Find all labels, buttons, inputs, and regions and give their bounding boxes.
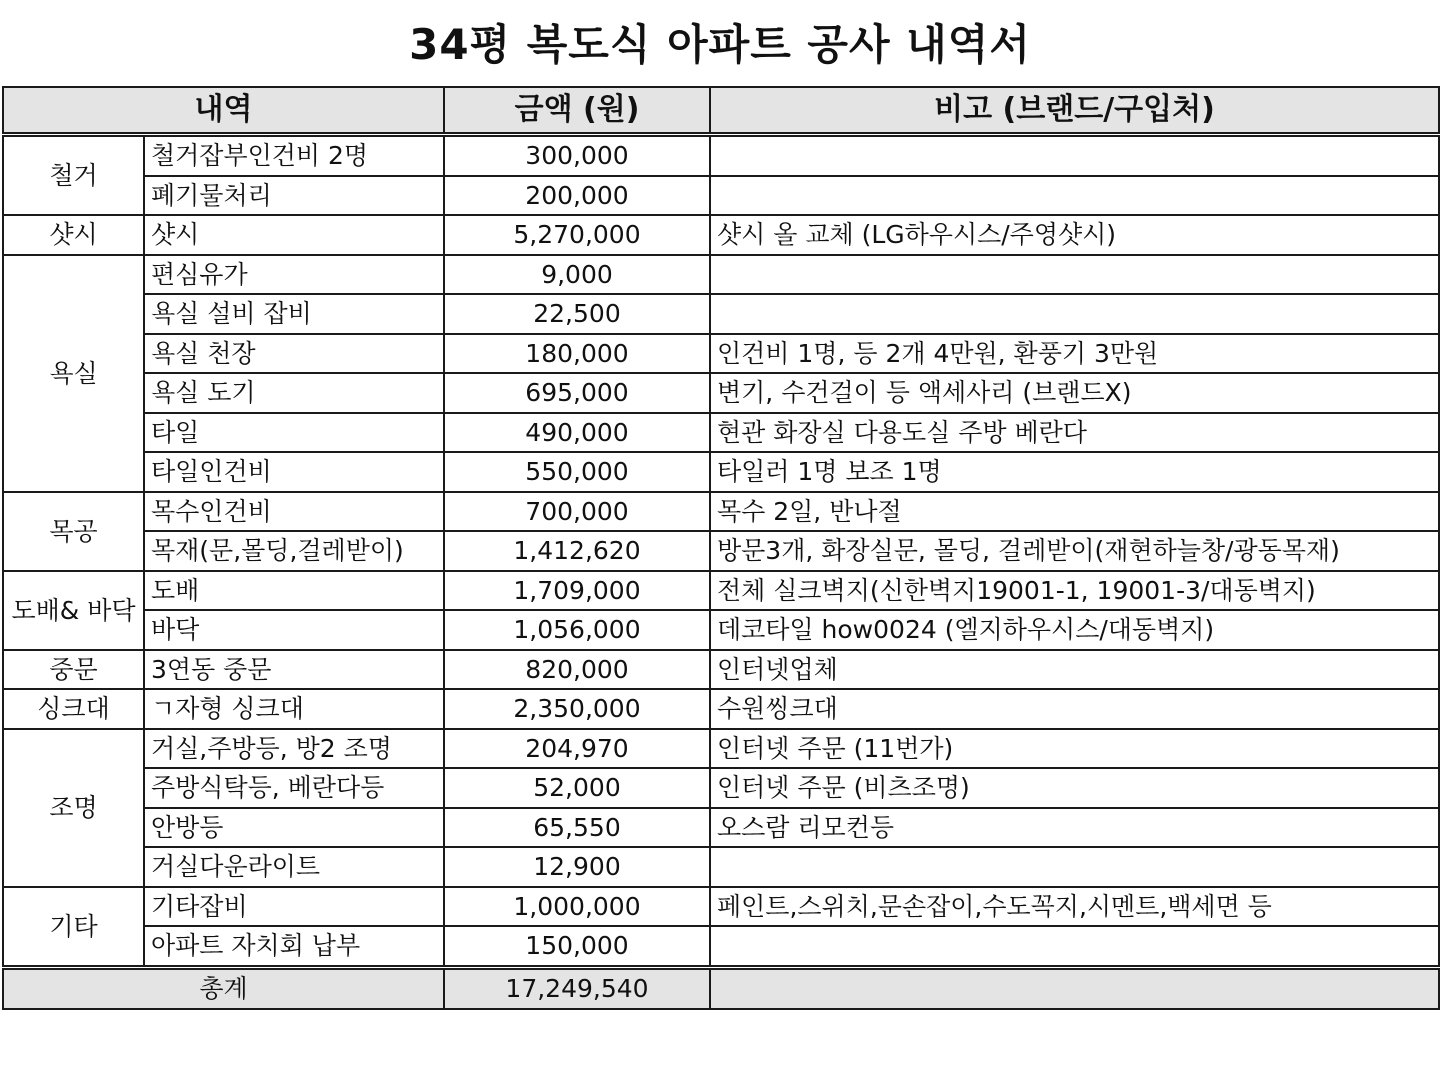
amount-cell: 65,550 — [444, 808, 710, 848]
note-cell: 인터넷 주문 (비츠조명) — [710, 768, 1439, 808]
item-cell: 샷시 — [144, 215, 444, 255]
table-row — [3, 373, 1439, 413]
item-cell: 거실다운라이트 — [144, 847, 444, 887]
table-row — [3, 176, 1439, 216]
item-cell: 욕실 설비 잡비 — [144, 294, 444, 334]
amount-cell: 204,970 — [444, 729, 710, 769]
item-cell: 아파트 자치회 납부 — [144, 926, 444, 967]
category-cell: 욕실 — [3, 255, 144, 492]
amount-cell: 200,000 — [444, 176, 710, 216]
table-row — [3, 847, 1439, 887]
note-cell: 인터넷 주문 (11번가) — [710, 729, 1439, 769]
amount-cell: 22,500 — [444, 294, 710, 334]
item-cell: 기타잡비 — [144, 887, 444, 927]
note-cell — [710, 926, 1439, 967]
cost-table — [2, 86, 1440, 1010]
amount-cell: 700,000 — [444, 492, 710, 532]
note-cell — [710, 135, 1439, 176]
table-body — [3, 135, 1439, 968]
table-row — [3, 571, 1439, 611]
table-row — [3, 413, 1439, 453]
table-row — [3, 135, 1439, 176]
note-cell: 타일러 1명 보조 1명 — [710, 452, 1439, 492]
amount-cell: 150,000 — [444, 926, 710, 967]
total-row — [3, 967, 1439, 1009]
item-cell: 안방등 — [144, 808, 444, 848]
note-cell — [710, 847, 1439, 887]
amount-cell: 300,000 — [444, 135, 710, 176]
table-row — [3, 768, 1439, 808]
note-cell: 페인트,스위치,문손잡이,수도꼭지,시멘트,백세면 등 — [710, 887, 1439, 927]
category-cell: 목공 — [3, 492, 144, 571]
item-cell: 편심유가 — [144, 255, 444, 295]
note-cell: 방문3개, 화장실문, 몰딩, 걸레받이(재현하늘창/광동목재) — [710, 531, 1439, 571]
note-cell: 변기, 수건걸이 등 액세사리 (브랜드X) — [710, 373, 1439, 413]
category-cell: 철거 — [3, 135, 144, 216]
table-row — [3, 887, 1439, 927]
total-note — [710, 967, 1439, 1009]
category-cell: 중문 — [3, 650, 144, 690]
item-cell: 목수인건비 — [144, 492, 444, 532]
amount-cell: 550,000 — [444, 452, 710, 492]
category-cell: 기타 — [3, 887, 144, 968]
category-cell: 싱크대 — [3, 689, 144, 729]
note-cell: 인건비 1명, 등 2개 4만원, 환풍기 3만원 — [710, 334, 1439, 374]
amount-cell: 695,000 — [444, 373, 710, 413]
item-cell: 욕실 도기 — [144, 373, 444, 413]
table-row — [3, 531, 1439, 571]
item-cell: 거실,주방등, 방2 조명 — [144, 729, 444, 769]
table-row — [3, 689, 1439, 729]
item-cell: 타일인건비 — [144, 452, 444, 492]
total-label: 총계 — [3, 967, 444, 1009]
table-row — [3, 255, 1439, 295]
amount-cell: 820,000 — [444, 650, 710, 690]
item-cell: 바닥 — [144, 610, 444, 650]
item-cell: 타일 — [144, 413, 444, 453]
note-cell: 전체 실크벽지(신한벽지19001-1, 19001-3/대동벽지) — [710, 571, 1439, 611]
item-cell: 욕실 천장 — [144, 334, 444, 374]
note-cell: 샷시 올 교체 (LG하우시스/주영샷시) — [710, 215, 1439, 255]
table-row — [3, 294, 1439, 334]
amount-cell: 1,056,000 — [444, 610, 710, 650]
table-row — [3, 650, 1439, 690]
header-amount: 금액 (원) — [444, 87, 710, 135]
table-row — [3, 808, 1439, 848]
table-row — [3, 452, 1439, 492]
amount-cell: 5,270,000 — [444, 215, 710, 255]
note-cell — [710, 255, 1439, 295]
note-cell — [710, 294, 1439, 334]
category-cell: 도배& 바닥 — [3, 571, 144, 650]
note-cell: 인터넷업체 — [710, 650, 1439, 690]
table-row — [3, 610, 1439, 650]
total-amount: 17,249,540 — [444, 967, 710, 1009]
category-cell: 조명 — [3, 729, 144, 887]
table-row — [3, 926, 1439, 967]
amount-cell: 490,000 — [444, 413, 710, 453]
item-cell: 목재(문,몰딩,걸레받이) — [144, 531, 444, 571]
item-cell: 철거잡부인건비 2명 — [144, 135, 444, 176]
table-row — [3, 334, 1439, 374]
table-row — [3, 729, 1439, 769]
header-row — [3, 87, 1439, 135]
amount-cell: 9,000 — [444, 255, 710, 295]
item-cell: 폐기물처리 — [144, 176, 444, 216]
amount-cell: 2,350,000 — [444, 689, 710, 729]
amount-cell: 1,709,000 — [444, 571, 710, 611]
header-item: 내역 — [3, 87, 444, 135]
note-cell: 목수 2일, 반나절 — [710, 492, 1439, 532]
amount-cell: 12,900 — [444, 847, 710, 887]
amount-cell: 180,000 — [444, 334, 710, 374]
item-cell: 3연동 중문 — [144, 650, 444, 690]
amount-cell: 52,000 — [444, 768, 710, 808]
note-cell: 오스람 리모컨등 — [710, 808, 1439, 848]
header-note: 비고 (브랜드/구입처) — [710, 87, 1439, 135]
note-cell: 데코타일 how0024 (엘지하우시스/대동벽지) — [710, 610, 1439, 650]
item-cell: 도배 — [144, 571, 444, 611]
document-title: 34평 복도식 아파트 공사 내역서 — [409, 20, 1031, 69]
amount-cell: 1,000,000 — [444, 887, 710, 927]
item-cell: 주방식탁등, 베란다등 — [144, 768, 444, 808]
category-cell: 샷시 — [3, 215, 144, 255]
note-cell — [710, 176, 1439, 216]
table-row — [3, 492, 1439, 532]
note-cell: 현관 화장실 다용도실 주방 베란다 — [710, 413, 1439, 453]
item-cell: ㄱ자형 싱크대 — [144, 689, 444, 729]
note-cell: 수원씽크대 — [710, 689, 1439, 729]
amount-cell: 1,412,620 — [444, 531, 710, 571]
table-row — [3, 215, 1439, 255]
